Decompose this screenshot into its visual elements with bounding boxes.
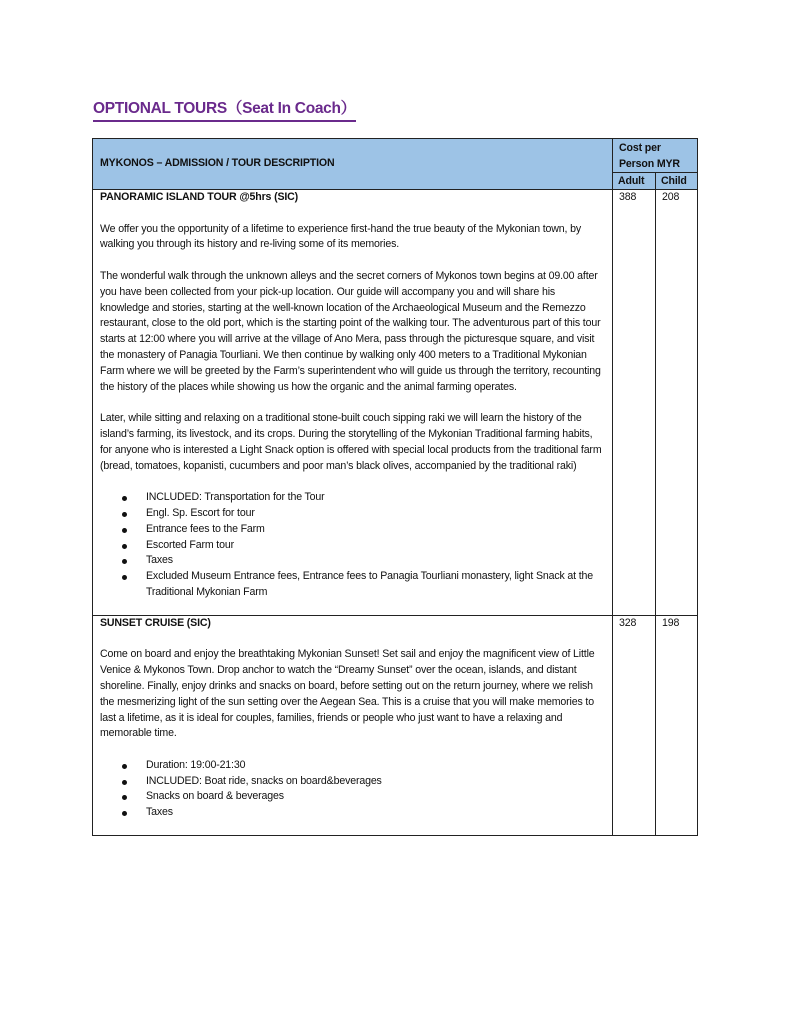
tour-paragraph: The wonderful walk through the unknown alleys and the secret corners of Mykonos town begins at 09.00 after you have been collected from your pick-up location. Our guide will accompany you and will share his knowledge and stories, starting at the well-known location of the Archaeological Museum and the Remezzo restaurant, close to the old port, which is the starting point of the walking tour. The adventurous part of this tour starts at 12:00 where you will arrive at the village of Ano Mera, pass through the picturesque square, and visit the monastery of Panagia Tourliani. We then continue by walking only 400 meters to a Traditional Mykonian Farm where we will be greeted by the Farm’s superintendent who will guide us through the territory, recounting the history of the places while showing us how the organic and the animal farming operates. xyxy=(100,269,601,393)
adult-price: 388 xyxy=(613,190,656,616)
inclusion-item: INCLUDED: Transportation for the Tour xyxy=(100,490,605,506)
tour-paragraph: We offer you the opportunity of a lifetime to experience first-hand the true beauty of the Mykonian town, by walking you through its history and re-living some of its memories. xyxy=(100,222,582,251)
inclusion-item: Escorted Farm tour xyxy=(100,538,605,554)
child-price: 198 xyxy=(656,615,698,835)
exclusion-item: Excluded Museum Entrance fees, Entrance fees to Panagia Tourliani monastery, light Snack at the Traditional Mykonian Farm xyxy=(100,569,605,601)
child-price: 208 xyxy=(656,190,698,616)
header-child: Child xyxy=(656,173,698,190)
tour-inclusions-list xyxy=(100,758,605,821)
tour-inclusions-list xyxy=(100,490,605,601)
inclusion-item: Taxes xyxy=(100,805,605,821)
inclusion-item: Taxes xyxy=(100,553,605,569)
tour-description-cell xyxy=(93,615,613,835)
page-title: OPTIONAL TOURS（Seat In Coach） xyxy=(93,96,356,122)
tour-paragraph: Later, while sitting and relaxing on a traditional stone-built couch sipping raki we will learn the history of the island’s farming, its livestock, and its crops. During the storytelling of the Mykonian Traditional farming habits, for anyone who is interested a Light Snack option is offered with special local products from the traditional farm (bread, tomatoes, kopanisti, cucumbers and poor man’s black olives, accompanied by the traditional raki) xyxy=(100,412,602,472)
tour-price-table xyxy=(92,138,698,836)
inclusion-item: Engl. Sp. Escort for tour xyxy=(100,506,605,522)
tour-row-panoramic-island xyxy=(93,190,698,616)
header-description: MYKONOS – ADMISSION / TOUR DESCRIPTION xyxy=(93,139,613,190)
tour-row-sunset-cruise xyxy=(93,615,698,835)
tour-title: SUNSET CRUISE (SIC) xyxy=(100,616,211,629)
inclusion-item: Snacks on board & beverages xyxy=(100,789,605,805)
tour-title: PANORAMIC ISLAND TOUR @5hrs (SIC) xyxy=(100,191,299,203)
inclusion-item: INCLUDED: Boat ride, snacks on board&beverages xyxy=(100,774,605,790)
adult-price: 328 xyxy=(613,615,656,835)
inclusion-item: Duration: 19:00-21:30 xyxy=(100,758,605,774)
tour-description-cell xyxy=(93,190,613,616)
inclusion-item: Entrance fees to the Farm xyxy=(100,522,605,538)
header-adult: Adult xyxy=(613,173,656,190)
tour-paragraph: Come on board and enjoy the breathtaking Mykonian Sunset! Set sail and enjoy the magnificent view of Little Venice & Mykonos Town. Drop anchor to watch the “Dreamy Sunset” over the ocean, islands, and distant shoreline. Finally, enjoy drinks and snacks on board, before setting out on the return journey, where we relish the mesmerizing light of the sun setting over the Aegean Sea. This is a cruise that you will make memories to last a lifetime, as it is ideal for couples, families, friends or people who just want to have a relaxing and memorable time. xyxy=(100,648,595,740)
header-cost-per-person: Cost per Person MYR xyxy=(613,139,698,173)
